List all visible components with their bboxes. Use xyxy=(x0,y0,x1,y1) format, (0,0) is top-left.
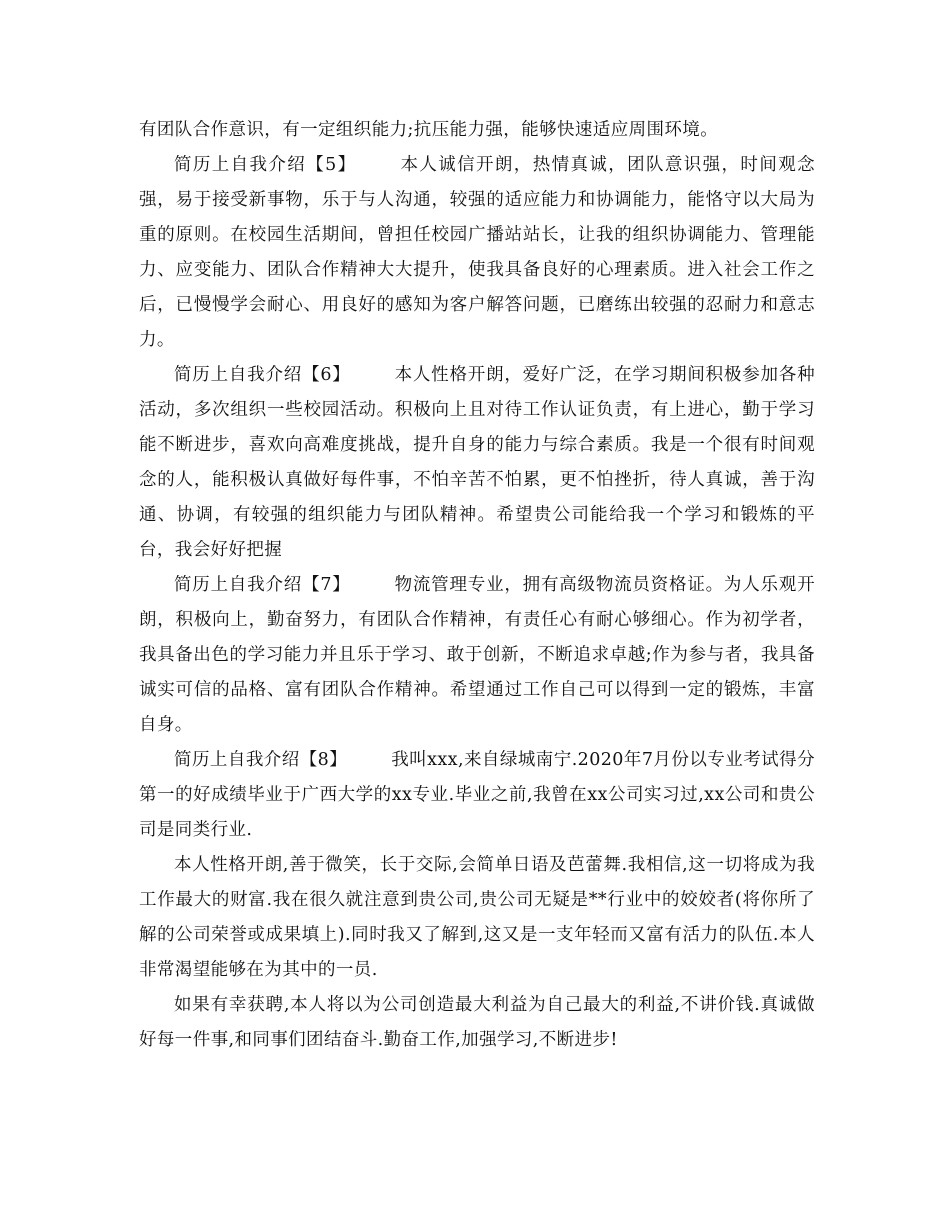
section-heading: 简历上自我介绍【6】 xyxy=(174,365,351,385)
section-heading: 简历上自我介绍【7】 xyxy=(174,575,351,595)
paragraph-text: 本人性格开朗，爱好广泛，在学习期间积极参加各种活动，多次组织一些校园活动。积极向上且对待工作认证负责，有上进心，勤于学习能不断进步，喜欢向高难度挑战，提升自身的能力与综合素质。我是一个很有时间观念的人，能积极认真做好每件事，不怕辛苦不怕累，更不怕挫折，待人真诚，善于沟通、协调，有较强的组织能力与团队精神。希望贵公司能给我一个学习和锻炼的平台，我会好好把握 xyxy=(139,365,815,560)
paragraph-text: 物流管理专业，拥有高级物流员资格证。为人乐观开朗，积极向上，勤奋努力，有团队合作精神，有责任心有耐心够细心。作为初学者，我具备出色的学习能力并且乐于学习、敢于创新，不断追求卓越;作为参与者，我具备诚实可信的品格、富有团队合作精神。希望通过工作自己可以得到一定的锻炼，丰富自身。 xyxy=(139,575,815,735)
paragraph-intro-5 xyxy=(139,148,815,358)
paragraph-intro-7 xyxy=(139,568,815,743)
document-body xyxy=(139,113,815,1058)
paragraph-text: 如果有幸获聘,本人将以为公司创造最大利益为自己最大的利益,不讲价钱.真诚做好每一件事,和同事们团结奋斗.勤奋工作,加强学习,不断进步! xyxy=(139,995,815,1050)
section-heading: 简历上自我介绍【5】 xyxy=(174,155,357,175)
paragraph-text: 我叫xxx,来自绿城南宁.2020年7月份以专业考试得分第一的好成绩毕业于广西大学的xx专业.毕业之前,我曾在xx公司实习过,xx公司和贵公司是同类行业. xyxy=(139,750,815,840)
paragraph-text: 有团队合作意识，有一定组织能力;抗压能力强，能够快速适应周围环境。 xyxy=(139,120,719,140)
paragraph-text: 本人性格开朗,善于微笑，长于交际,会简单日语及芭蕾舞.我相信,这一切将成为我工作最大的财富.我在很久就注意到贵公司,贵公司无疑是**行业中的姣姣者(将你所了解的公司荣誉或成果填上).同时我又了解到,这又是一支年轻而又富有活力的队伍.本人非常渴望能够在为其中的一员. xyxy=(139,855,815,980)
paragraph-personality xyxy=(139,848,815,988)
section-heading: 简历上自我介绍【8】 xyxy=(174,750,348,770)
paragraph-intro-6 xyxy=(139,358,815,568)
paragraph-closing xyxy=(139,988,815,1058)
paragraph-intro-8 xyxy=(139,743,815,848)
paragraph-text: 本人诚信开朗，热情真诚，团队意识强，时间观念强，易于接受新事物，乐于与人沟通，较强的适应能力和协调能力，能恪守以大局为重的原则。在校园生活期间，曾担任校园广播站站长，让我的组织协调能力、管理能力、应变能力、团队合作精神大大提升，使我具备良好的心理素质。进入社会工作之后，已慢慢学会耐心、用良好的感知为客户解答问题，已磨练出较强的忍耐力和意志力。 xyxy=(139,155,815,350)
paragraph-continuation xyxy=(139,113,815,148)
